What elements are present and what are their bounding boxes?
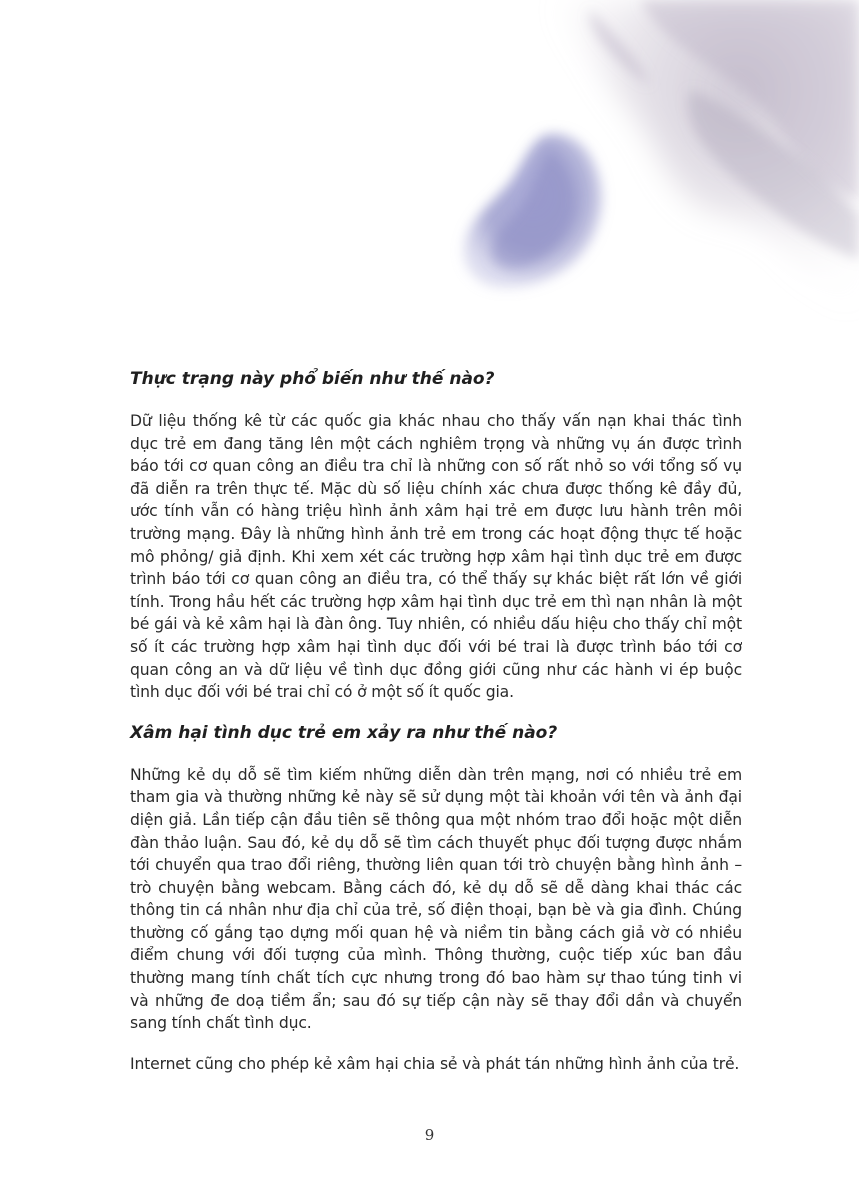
page-number: 9 — [424, 1126, 435, 1144]
paragraph-grooming: Những kẻ dụ dỗ sẽ tìm kiếm những diễn dàn trên mạng, nơi có nhiều trẻ em tham gia và thường những kẻ này sẽ sử dụng một tài khoản với tên và ảnh đại diện giả. Lần tiếp cận đầu tiên sẽ thông qua một nhóm trao đổi hoặc một diễn đàn thảo luận. Sau đó, kẻ dụ dỗ sẽ tìm cách thuyết phục đối tượng được nhắm tới chuyển qua trao đổi riêng, thường liên quan tới trò chuyện bằng hình ảnh – trò chuyện bằng webcam. Bằng cách đó, kẻ dụ dỗ sẽ dễ dàng khai thác các thông tin cá nhân như địa chỉ của trẻ, số điện thoại, bạn bè và gia đình. Chúng thường cố gắng tạo dựng mối quan hệ và niềm tin bằng cách giả vờ có nhiều điểm chung với đối tượng của mình. Thông thường, cuộc tiếp xúc ban đầu thường mang tính chất tích cực nhưng trong đó bao hàm sự thao túng tinh vi và những đe doạ tiềm ẩn; sau đó sự tiếp cận này sẽ thay đổi dần và chuyển sang tính chất tình dục. — [130, 765, 742, 1033]
section-heading-how-it-happens: Xâm hại tình dục trẻ em xảy ra như thế nào? — [130, 722, 558, 743]
document-body — [130, 368, 742, 1075]
paragraph-prevalence: Dữ liệu thống kê từ các quốc gia khác nhau cho thấy vấn nạn khai thác tình dục trẻ em đang tăng lên một cách nghiêm trọng và những vụ án được trình báo tới cơ quan công an điều tra chỉ là những con số rất nhỏ so với tổng số vụ đã diễn ra trên thực tế. Mặc dù số liệu chính xác chưa được thống kê đầy đủ, ước tính vẫn có hàng triệu hình ảnh xâm hại trẻ em được lưu hành trên môi trường mạng. Đây là những hình ảnh trẻ em trong các hoạt động thực tế hoặc mô phỏng/ giả định. Khi xem xét các trường hợp xâm hại tình dục trẻ em được trình báo tới cơ quan công an điều tra, có thể thấy sự khác biệt rất lớn về giới tính. Trong hầu hết các trường hợp xâm hại tình dục trẻ em thì nạn nhân là một bé gái và kẻ xâm hại là đàn ông. Tuy nhiên, có nhiều dấu hiệu cho thấy chỉ một số ít các trường hợp xâm hại tình dục đối với bé trai là được trình báo tới cơ quan công an và dữ liệu về tình dục đồng giới cũng như các hành vi ép buộc tình dục đối với bé trai chỉ có ở một số ít quốc gia. — [130, 412, 742, 702]
watercolor-decoration — [0, 0, 859, 360]
paragraph-internet-sharing: Internet cũng cho phép kẻ xâm hại chia sẻ và phát tán những hình ảnh của trẻ. — [130, 1054, 740, 1073]
section-heading-prevalence: Thực trạng này phổ biến như thế nào? — [130, 369, 495, 389]
